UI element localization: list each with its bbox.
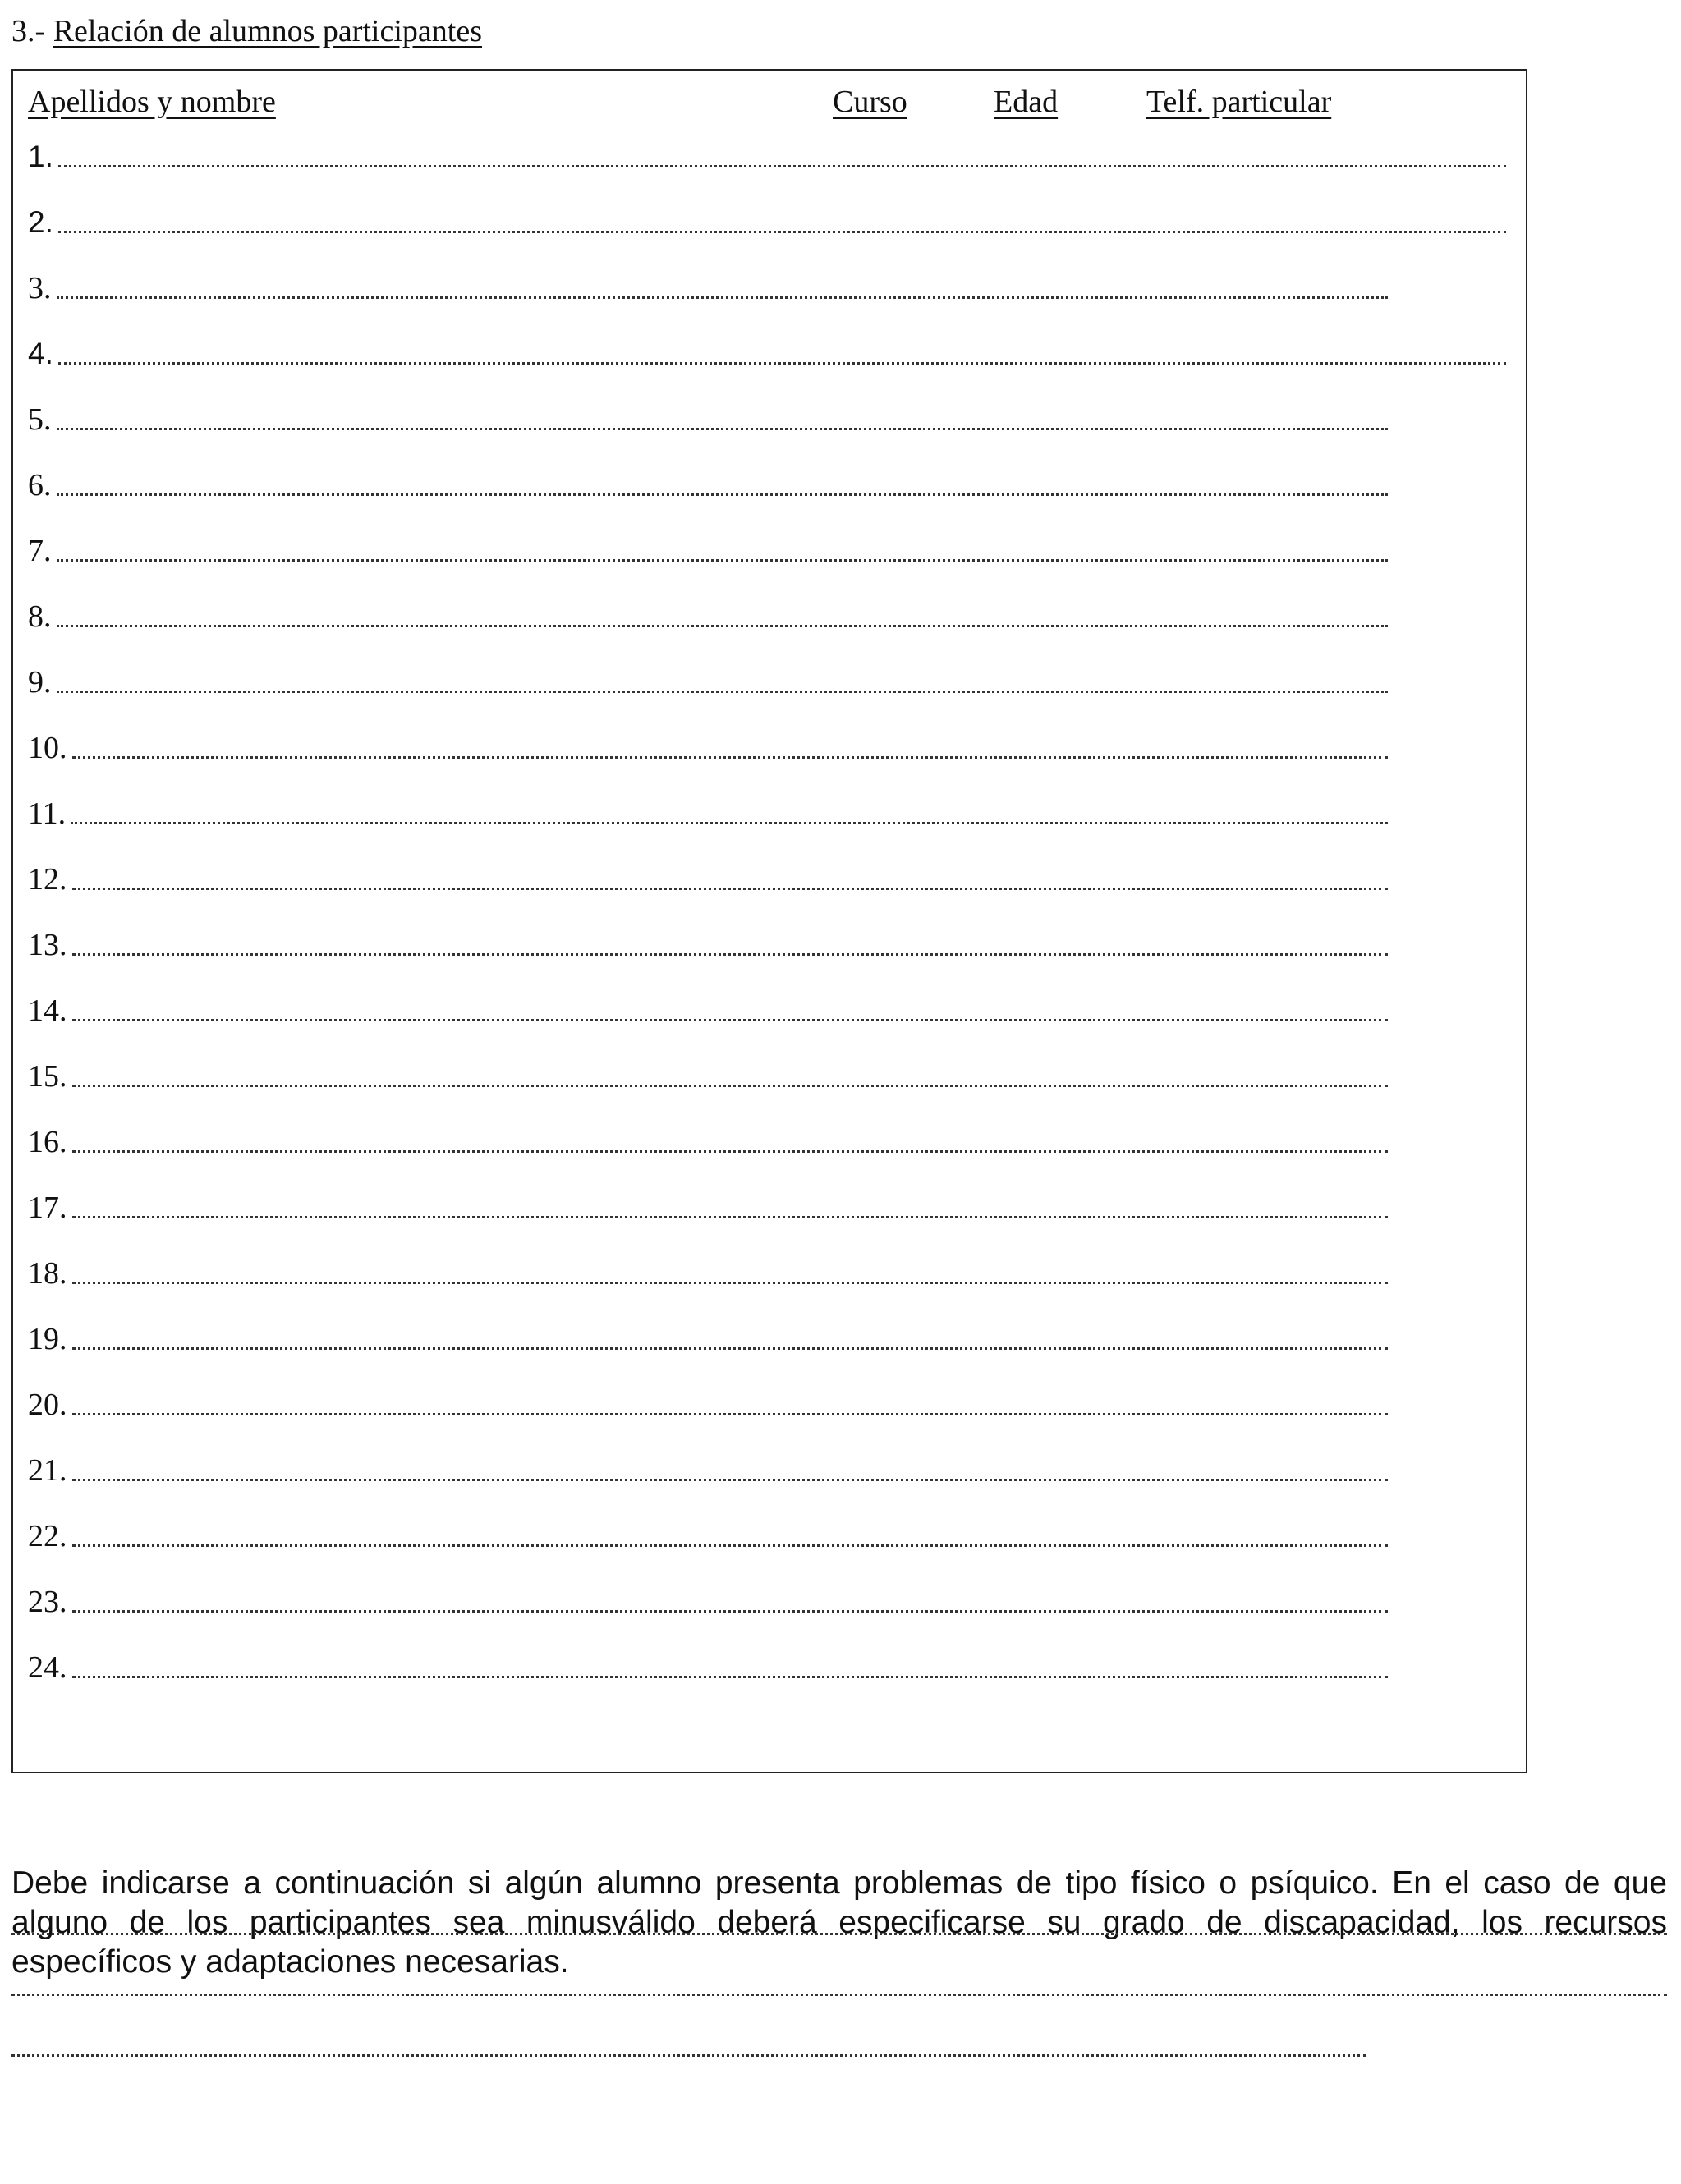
row-number: 20. bbox=[28, 1388, 67, 1422]
participant-row[interactable] bbox=[28, 1384, 1388, 1425]
row-number: 22. bbox=[28, 1519, 67, 1553]
fill-in-line[interactable] bbox=[72, 1347, 1389, 1350]
row-number: 3. bbox=[28, 271, 52, 305]
participant-row[interactable] bbox=[28, 925, 1388, 966]
row-number: 2. bbox=[28, 205, 53, 239]
participant-row[interactable] bbox=[28, 793, 1388, 834]
participant-row[interactable] bbox=[28, 1647, 1388, 1688]
column-header-name: Apellidos y nombre bbox=[28, 85, 276, 119]
fill-in-line[interactable] bbox=[57, 428, 1389, 430]
row-number: 8. bbox=[28, 599, 52, 634]
fill-in-line[interactable] bbox=[72, 953, 1389, 956]
fill-in-line[interactable] bbox=[72, 1150, 1389, 1153]
row-number: 10. bbox=[28, 731, 67, 765]
fill-in-line[interactable] bbox=[58, 362, 1506, 365]
row-number: 11. bbox=[28, 796, 67, 831]
fill-in-line[interactable] bbox=[57, 493, 1389, 496]
fill-in-line[interactable] bbox=[57, 296, 1389, 299]
section-number: 3.- bbox=[11, 14, 46, 48]
participant-row[interactable] bbox=[28, 136, 1506, 177]
participant-row[interactable] bbox=[28, 465, 1388, 506]
row-number: 1. bbox=[28, 140, 53, 173]
row-number: 17. bbox=[28, 1191, 67, 1225]
fill-in-line[interactable] bbox=[72, 888, 1389, 890]
fill-in-line[interactable] bbox=[72, 1479, 1389, 1481]
row-number: 9. bbox=[28, 665, 52, 700]
fill-in-line[interactable] bbox=[57, 559, 1389, 562]
participant-row[interactable] bbox=[28, 399, 1388, 440]
row-number: 6. bbox=[28, 468, 52, 502]
participants-table bbox=[11, 69, 1527, 1773]
row-number: 7. bbox=[28, 534, 52, 568]
fill-in-line[interactable] bbox=[71, 822, 1388, 824]
section-heading bbox=[11, 11, 482, 51]
fill-in-line[interactable] bbox=[72, 1019, 1389, 1021]
fill-in-line[interactable] bbox=[57, 691, 1389, 693]
participant-row[interactable] bbox=[28, 859, 1388, 900]
row-number: 13. bbox=[28, 928, 67, 962]
participant-row[interactable] bbox=[28, 1450, 1388, 1491]
fill-in-line[interactable] bbox=[57, 625, 1389, 627]
participant-row[interactable] bbox=[28, 727, 1388, 769]
column-header-age: Edad bbox=[994, 85, 1059, 119]
row-number: 14. bbox=[28, 993, 67, 1028]
fill-in-line[interactable] bbox=[72, 1676, 1389, 1678]
fill-in-line[interactable] bbox=[72, 1544, 1389, 1547]
participant-row[interactable] bbox=[28, 990, 1388, 1031]
fill-in-line[interactable] bbox=[72, 1610, 1389, 1613]
participant-row[interactable] bbox=[28, 268, 1388, 309]
participant-row[interactable] bbox=[28, 596, 1388, 637]
participant-row[interactable] bbox=[28, 1581, 1388, 1622]
row-number: 5. bbox=[28, 402, 52, 437]
column-header-phone: Telf. particular bbox=[1146, 85, 1332, 119]
row-number: 24. bbox=[28, 1650, 67, 1685]
special-needs-instructions: Debe indicarse a continuación si algún alumno presenta problemas de tipo físico o psíquico. En el caso de que alguno de los participantes sea minusválido deberá especificarse su grado de discapacidad, los recursos específicos y adaptaciones necesarias. bbox=[11, 1865, 1667, 1980]
participant-row[interactable] bbox=[28, 662, 1388, 703]
fill-in-line[interactable] bbox=[58, 231, 1506, 233]
participant-row[interactable] bbox=[28, 1516, 1388, 1557]
row-number: 4. bbox=[28, 337, 53, 370]
row-number: 15. bbox=[28, 1059, 67, 1094]
participant-row[interactable] bbox=[28, 333, 1506, 374]
fill-in-line[interactable] bbox=[72, 1216, 1389, 1218]
answer-line[interactable] bbox=[11, 1994, 1667, 1996]
row-number: 23. bbox=[28, 1585, 67, 1619]
answer-line[interactable] bbox=[11, 2054, 1366, 2057]
participant-row[interactable] bbox=[28, 1319, 1388, 1360]
row-number: 18. bbox=[28, 1256, 67, 1291]
participant-row[interactable] bbox=[28, 1122, 1388, 1163]
participant-row[interactable] bbox=[28, 1187, 1388, 1228]
row-number: 19. bbox=[28, 1322, 67, 1356]
participant-row[interactable] bbox=[28, 530, 1388, 571]
fill-in-line[interactable] bbox=[72, 1413, 1389, 1415]
fill-in-line[interactable] bbox=[72, 1085, 1389, 1087]
answer-line[interactable] bbox=[11, 1933, 1667, 1935]
fill-in-line[interactable] bbox=[72, 756, 1389, 759]
participant-row[interactable] bbox=[28, 202, 1506, 243]
fill-in-line[interactable] bbox=[58, 165, 1506, 167]
section-title: Relación de alumnos participantes bbox=[53, 14, 482, 48]
participant-row[interactable] bbox=[28, 1253, 1388, 1294]
column-header-course: Curso bbox=[833, 85, 907, 119]
fill-in-line[interactable] bbox=[72, 1282, 1389, 1284]
row-number: 12. bbox=[28, 862, 67, 897]
row-number: 21. bbox=[28, 1453, 67, 1488]
row-number: 16. bbox=[28, 1125, 67, 1159]
participant-row[interactable] bbox=[28, 1056, 1388, 1097]
